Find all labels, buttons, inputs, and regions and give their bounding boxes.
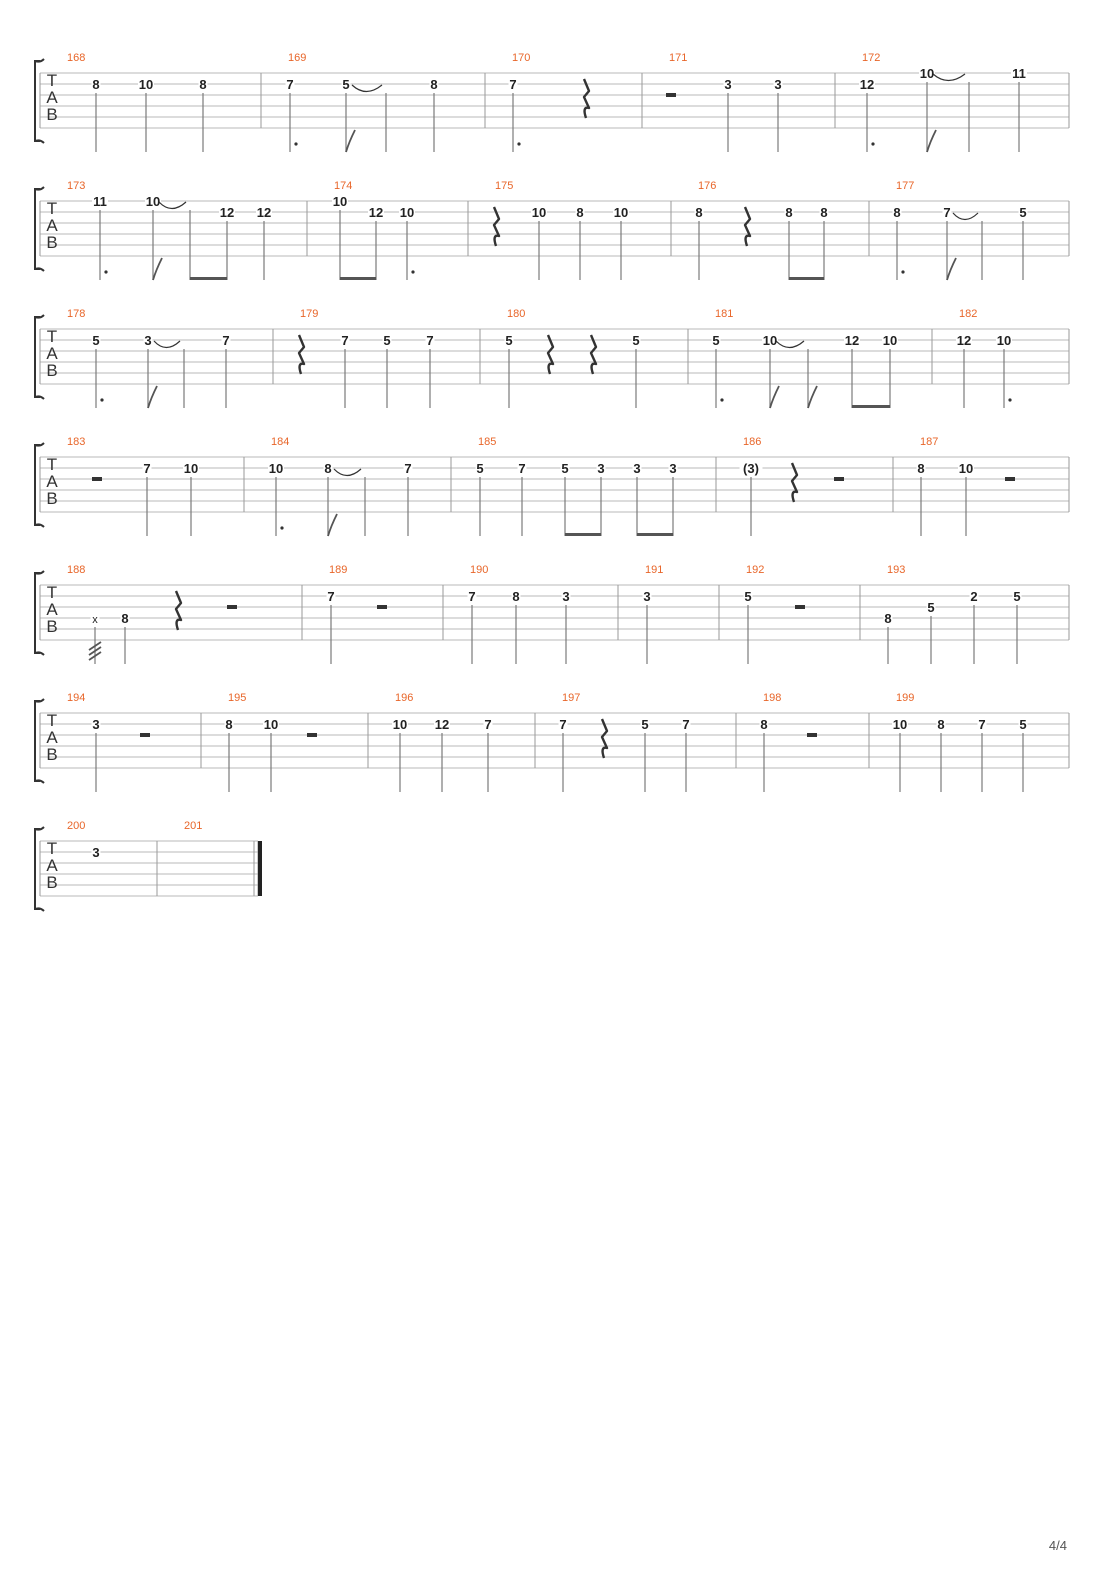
fret-number: 10 <box>263 717 279 732</box>
fret-number: (3) <box>743 461 759 476</box>
quarter-rest <box>792 463 797 502</box>
fret-number: 12 <box>956 333 972 348</box>
tab-system-7 <box>35 820 262 911</box>
tab-clef-letter: A <box>46 88 58 107</box>
measure-number: 198 <box>763 692 782 704</box>
fret-number: 3 <box>144 333 152 348</box>
quarter-rest <box>584 79 589 118</box>
tab-clef-letter: T <box>46 327 58 346</box>
measure-number: 177 <box>896 180 915 192</box>
fret-number: 8 <box>121 611 129 626</box>
half-rest <box>227 605 237 609</box>
tab-clef-letter: T <box>46 839 58 858</box>
tab-clef-letter: T <box>46 455 58 474</box>
dot <box>280 526 283 529</box>
fret-number: 7 <box>341 333 349 348</box>
fret-number: 5 <box>383 333 391 348</box>
fret-number: 8 <box>893 205 901 220</box>
beam <box>852 405 890 408</box>
quarter-rest <box>745 207 750 246</box>
measure-number: 190 <box>470 564 489 576</box>
eighth-flag <box>927 130 936 152</box>
measure-number: 187 <box>920 436 939 448</box>
tie-arc <box>334 469 361 476</box>
fret-number: 8 <box>225 717 233 732</box>
measure-number: 175 <box>495 180 514 192</box>
beam <box>637 533 673 536</box>
tab-clef-letter: B <box>46 617 58 636</box>
measure-number: 194 <box>67 692 86 704</box>
fret-number: 5 <box>641 717 649 732</box>
measure-number: 174 <box>334 180 353 192</box>
measure-number: 201 <box>184 820 203 832</box>
fret-number: 8 <box>199 77 207 92</box>
measure-number: 184 <box>271 436 290 448</box>
eighth-flag <box>770 386 779 408</box>
measure-number: 176 <box>698 180 717 192</box>
fret-number: 7 <box>978 717 986 732</box>
measure-number: 182 <box>959 308 978 320</box>
measure-number: 181 <box>715 308 734 320</box>
measure-number: 191 <box>645 564 664 576</box>
fret-number: 8 <box>576 205 584 220</box>
fret-number: 5 <box>744 589 752 604</box>
fret-number: 8 <box>917 461 925 476</box>
tab-clef-letter: T <box>46 199 58 218</box>
fret-number: 10 <box>399 205 415 220</box>
half-rest <box>92 477 102 481</box>
tab-clef-letter: B <box>46 233 58 252</box>
fret-number: 10 <box>392 717 408 732</box>
fret-number: 8 <box>937 717 945 732</box>
tab-system-4 <box>35 436 1069 536</box>
measure-number: 188 <box>67 564 86 576</box>
beam <box>190 277 227 280</box>
fret-number: 3 <box>562 589 570 604</box>
fret-number: 8 <box>92 77 100 92</box>
fret-number: 2 <box>970 589 978 604</box>
fret-number: 3 <box>669 461 677 476</box>
eighth-flag <box>328 514 337 536</box>
half-rest <box>666 93 676 97</box>
dot <box>901 270 904 273</box>
fret-number: 10 <box>268 461 284 476</box>
fret-number: 7 <box>222 333 230 348</box>
measure-number: 172 <box>862 52 881 64</box>
fret-number: 12 <box>434 717 450 732</box>
fret-number: 5 <box>632 333 640 348</box>
tab-clef-letter: A <box>46 344 58 363</box>
fret-number: 5 <box>927 600 935 615</box>
fret-number: 12 <box>859 77 875 92</box>
measure-number: 200 <box>67 820 86 832</box>
tab-clef-letter: B <box>46 361 58 380</box>
fret-number: 8 <box>820 205 828 220</box>
fret-number: 7 <box>509 77 517 92</box>
fret-number: 5 <box>92 333 100 348</box>
fret-number: 8 <box>512 589 520 604</box>
half-rest <box>307 733 317 737</box>
fret-number: 3 <box>92 717 100 732</box>
measure-number: 192 <box>746 564 765 576</box>
fret-number: 12 <box>219 205 235 220</box>
tab-system-3 <box>35 308 1069 408</box>
fret-number: 8 <box>785 205 793 220</box>
tab-clef-letter: B <box>46 105 58 124</box>
beam <box>789 277 824 280</box>
dot <box>517 142 520 145</box>
tab-clef-letter: B <box>46 489 58 508</box>
fret-number: 12 <box>368 205 384 220</box>
dot <box>104 270 107 273</box>
measure-number: 197 <box>562 692 581 704</box>
fret-number: 8 <box>695 205 703 220</box>
measure-number: 195 <box>228 692 247 704</box>
fret-number: 8 <box>430 77 438 92</box>
fret-number: 7 <box>484 717 492 732</box>
fret-number: 8 <box>760 717 768 732</box>
fret-number: 10 <box>332 194 348 209</box>
quarter-rest <box>548 335 553 374</box>
half-rest <box>834 477 844 481</box>
fret-number: 5 <box>342 77 350 92</box>
tab-clef-letter: B <box>46 873 58 892</box>
fret-number: 10 <box>892 717 908 732</box>
fret-number: 10 <box>183 461 199 476</box>
dot <box>100 398 103 401</box>
dead-note-mark: x <box>92 614 98 626</box>
quarter-rest <box>602 719 607 758</box>
fret-number: 11 <box>1012 66 1026 81</box>
fret-number: 3 <box>774 77 782 92</box>
dot <box>871 142 874 145</box>
fret-number: 5 <box>561 461 569 476</box>
tie-arc <box>352 85 382 92</box>
beam <box>565 533 601 536</box>
fret-number: 7 <box>682 717 690 732</box>
final-barline-thick <box>258 841 262 896</box>
eighth-flag <box>148 386 157 408</box>
tab-system-5 <box>35 564 1069 664</box>
fret-number: 10 <box>762 333 778 348</box>
tab-clef-letter: A <box>46 216 58 235</box>
fret-number: 3 <box>633 461 641 476</box>
measure-number: 185 <box>478 436 497 448</box>
eighth-flag <box>153 258 162 280</box>
dot <box>411 270 414 273</box>
fret-number: 5 <box>476 461 484 476</box>
fret-number: 3 <box>92 845 100 860</box>
quarter-rest <box>591 335 596 374</box>
tab-clef-letter: A <box>46 472 58 491</box>
measure-number: 169 <box>288 52 307 64</box>
fret-number: 10 <box>996 333 1012 348</box>
tab-system-1 <box>35 52 1069 152</box>
measure-number: 178 <box>67 308 86 320</box>
tie-arc <box>154 341 180 348</box>
dot <box>720 398 723 401</box>
tab-clef-letter: T <box>46 583 58 602</box>
tab-clef-letter: T <box>46 711 58 730</box>
fret-number: 7 <box>943 205 951 220</box>
fret-number: 12 <box>844 333 860 348</box>
fret-number: 5 <box>505 333 513 348</box>
fret-number: 3 <box>643 589 651 604</box>
fret-number: 10 <box>882 333 898 348</box>
tie-arc <box>159 202 186 209</box>
fret-number: 5 <box>1019 717 1027 732</box>
fret-number: 12 <box>256 205 272 220</box>
dot <box>1008 398 1011 401</box>
measure-number: 189 <box>329 564 348 576</box>
half-rest <box>377 605 387 609</box>
quarter-rest <box>299 335 304 374</box>
half-rest <box>1005 477 1015 481</box>
fret-number: 10 <box>958 461 974 476</box>
measure-number: 173 <box>67 180 86 192</box>
fret-number: 11 <box>93 194 107 209</box>
fret-number: 7 <box>518 461 526 476</box>
measure-number: 170 <box>512 52 531 64</box>
fret-number: 7 <box>143 461 151 476</box>
tab-clef-letter: A <box>46 856 58 875</box>
fret-number: 10 <box>919 66 935 81</box>
tab-clef-letter: T <box>46 71 58 90</box>
quarter-rest <box>494 207 499 246</box>
measure-number: 199 <box>896 692 915 704</box>
fret-number: 3 <box>597 461 605 476</box>
tab-clef-letter: A <box>46 728 58 747</box>
fret-number: 8 <box>884 611 892 626</box>
fret-number: 7 <box>327 589 335 604</box>
fret-number: 7 <box>286 77 294 92</box>
fret-number: 5 <box>712 333 720 348</box>
tab-system-6 <box>35 692 1069 792</box>
fret-number: 10 <box>145 194 161 209</box>
fret-number: 10 <box>613 205 629 220</box>
eighth-flag <box>346 130 355 152</box>
measure-number: 180 <box>507 308 526 320</box>
measure-number: 196 <box>395 692 414 704</box>
fret-number: 10 <box>138 77 154 92</box>
measure-number: 183 <box>67 436 86 448</box>
fret-number: 7 <box>426 333 434 348</box>
tie-arc <box>933 74 965 81</box>
half-rest <box>807 733 817 737</box>
half-rest <box>795 605 805 609</box>
tab-clef-letter: A <box>46 600 58 619</box>
fret-number: 7 <box>468 589 476 604</box>
tie-arc <box>953 213 978 220</box>
fret-number: 5 <box>1013 589 1021 604</box>
fret-number: 3 <box>724 77 732 92</box>
tie-arc <box>776 341 804 348</box>
tab-clef-letter: B <box>46 745 58 764</box>
half-rest <box>140 733 150 737</box>
fret-number: 10 <box>531 205 547 220</box>
fret-number: 7 <box>404 461 412 476</box>
tab-system-2 <box>35 180 1069 280</box>
quarter-rest <box>176 591 181 630</box>
dot <box>294 142 297 145</box>
measure-number: 193 <box>887 564 906 576</box>
beam <box>340 277 376 280</box>
fret-number: 8 <box>324 461 332 476</box>
measure-number: 179 <box>300 308 319 320</box>
fret-number: 5 <box>1019 205 1027 220</box>
measure-number: 168 <box>67 52 86 64</box>
measure-number: 186 <box>743 436 762 448</box>
eighth-flag <box>947 258 956 280</box>
fret-number: 7 <box>559 717 567 732</box>
measure-number: 171 <box>669 52 688 64</box>
page-number: 4/4 <box>1048 1538 1067 1553</box>
eighth-flag <box>808 386 817 408</box>
